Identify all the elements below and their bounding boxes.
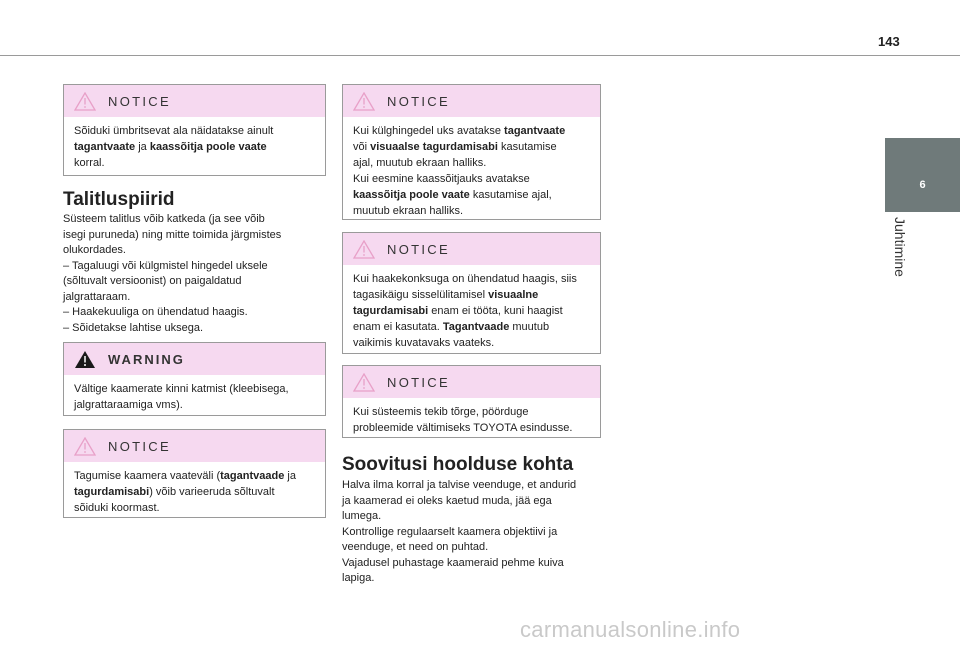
section-heading-maintenance: Soovitusi hoolduse kohta — [342, 454, 574, 475]
limits-text — [63, 212, 328, 336]
notice-header — [343, 85, 600, 117]
text-line: muutub ekraan halliks. — [353, 205, 464, 217]
text-line: Tagumise kaamera vaateväli (tagantvaade ja — [74, 470, 296, 482]
text-line: veenduge, et need on puhtad. — [342, 541, 489, 553]
text-line: tagantvaate ja kaassõitja poole vaate — [74, 141, 267, 153]
text-line: või visuaalse tagurdamisabi kasutamise — [353, 141, 557, 153]
text-line: sõiduki koormast. — [74, 502, 160, 514]
notice-header — [343, 366, 600, 398]
header-divider — [0, 55, 960, 56]
notice-text — [64, 462, 325, 516]
notice-header — [343, 233, 600, 265]
notice-triangle-icon — [353, 92, 375, 111]
text-line: isegi puruneda) ning mitte toimida järgmistes — [63, 228, 282, 241]
text-line: Süsteem talitlus võib katkeda (ja see võib — [63, 213, 265, 225]
text-line: tagurdamisabi) võib varieeruda sõltuvalt — [74, 486, 275, 498]
notice-triangle-icon — [353, 373, 375, 392]
notice-triangle-icon — [74, 92, 96, 111]
notice-title: NOTICE — [387, 94, 450, 109]
text-line: Halva ilma korral ja talvise veenduge, et andurid — [342, 479, 577, 491]
notice-triangle-icon — [353, 240, 375, 259]
text-line: Kui eesmine kaassõitjauks avatakse — [353, 173, 530, 185]
text-line: (sõltuvalt versioonist) on paigaldatud — [63, 275, 242, 287]
notice-title: NOTICE — [387, 242, 450, 257]
warning-header — [64, 343, 325, 375]
warning-title: WARNING — [108, 352, 185, 367]
warning-text — [64, 375, 325, 413]
text-line: ajal, muutub ekraan halliks. — [353, 157, 487, 169]
text-line: Kui süsteemis tekib tõrge, pöörduge — [353, 406, 529, 418]
text-line: Kui haakekonksuga on ühendatud haagis, siis — [353, 273, 577, 285]
notice-box-camera-range — [63, 429, 326, 518]
notice-text — [64, 117, 325, 171]
notice-box-vehicle-area — [63, 84, 326, 176]
watermark: carmanualsonline.info — [520, 617, 741, 642]
text-line: enam ei kasutata. Tagantvaade muutub — [353, 321, 550, 333]
text-line: korral. — [74, 157, 105, 169]
notice-text — [343, 117, 600, 219]
notice-header — [64, 430, 325, 462]
text-line: jalgrattaraam. — [63, 290, 131, 303]
text-line: tagasikäigu sisselülitamisel visuaalne — [353, 289, 539, 301]
notice-box-malfunction — [342, 365, 601, 438]
text-line: Kui külghingedel uks avatakse tagantvaate — [353, 125, 566, 137]
text-line: lapiga. — [342, 572, 375, 584]
notice-header — [64, 85, 325, 117]
chapter-number: 6 — [919, 179, 926, 191]
notice-box-trailer — [342, 232, 601, 354]
text-line: jalgrattaraamiga vms). — [74, 399, 183, 411]
notice-title: NOTICE — [387, 375, 450, 390]
warning-box — [63, 342, 326, 416]
notice-text — [343, 398, 600, 436]
page-number: 143 — [878, 34, 900, 49]
text-line: olukordades. — [63, 244, 126, 256]
text-line: Vältige kaamerate kinni katmist (kleebisega, — [74, 383, 289, 395]
text-line: – Tagaluugi või külgmistel hingedel uksele — [63, 259, 268, 272]
text-line: ja kaamerad ei oleks kaetud muda, jää ega — [342, 494, 552, 507]
text-line: kaassõitja poole vaate kasutamise ajal, — [353, 189, 552, 201]
chapter-tab[interactable] — [885, 138, 960, 212]
text-line: vaikimis kuvatavaks vaateks. — [353, 337, 495, 349]
notice-title: NOTICE — [108, 439, 171, 454]
text-line: tagurdamisabi enam ei tööta, kuni haagist — [353, 305, 563, 317]
notice-triangle-icon — [74, 437, 96, 456]
chapter-label: Juhtimine — [892, 217, 908, 277]
text-line: probleemide vältimiseks TOYOTA esindusse. — [353, 422, 573, 434]
maintenance-text — [342, 478, 607, 587]
notice-text — [343, 265, 600, 351]
warning-triangle-icon — [74, 350, 96, 369]
section-heading-limits: Talitluspiirid — [63, 189, 175, 210]
text-line: Kontrollige regulaarselt kaamera objektiivi ja — [342, 525, 558, 538]
text-line: – Haakekuuliga on ühendatud haagis. — [63, 306, 248, 318]
text-line: lumega. — [342, 510, 382, 522]
text-line: Vajadusel puhastage kaameraid pehme kuiva — [342, 556, 564, 569]
text-line: Sõiduki ümbritsevat ala näidatakse ainult — [74, 125, 274, 137]
notice-box-side-door — [342, 84, 601, 220]
notice-title: NOTICE — [108, 94, 171, 109]
text-line: – Sõidetakse lahtise uksega. — [63, 321, 204, 334]
